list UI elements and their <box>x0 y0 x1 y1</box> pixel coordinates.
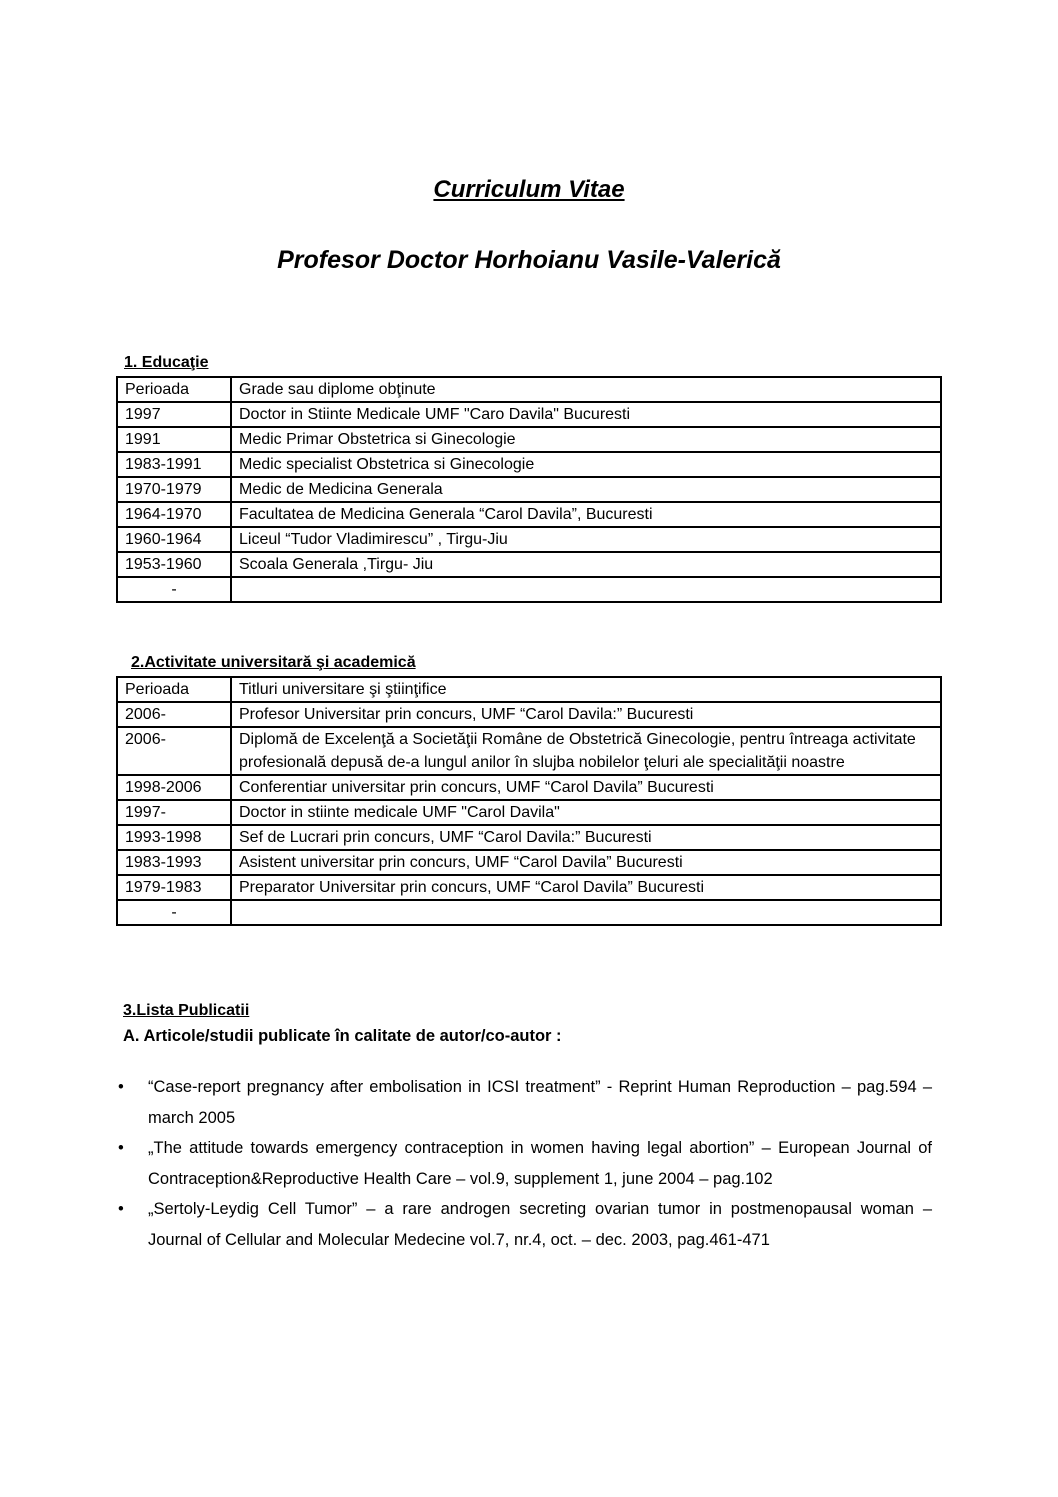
description-cell: Profesor Universitar prin concurs, UMF “Carol Davila:” Bucuresti <box>231 702 941 727</box>
column-header-description: Grade sau diplome obţinute <box>231 377 941 402</box>
table-row <box>117 800 941 825</box>
table-row <box>117 702 941 727</box>
table-row <box>117 775 941 800</box>
description-cell: Sef de Lucrari prin concurs, UMF “Carol Davila:” Bucuresti <box>231 825 941 850</box>
period-cell: 1970-1979 <box>117 477 231 502</box>
table-row <box>117 452 941 477</box>
bullet-icon: • <box>118 1200 124 1218</box>
description-cell: Conferentiar universitar prin concurs, UMF “Carol Davila” Bucuresti <box>231 775 941 800</box>
description-cell: Scoala Generala ,Tirgu- Jiu <box>231 552 941 577</box>
table-row <box>117 825 941 850</box>
academic-heading: 2.Activitate universitară şi academică <box>131 654 416 671</box>
document-title: Curriculum Vitae <box>433 176 625 203</box>
table-row <box>117 900 941 925</box>
table-row <box>117 727 941 775</box>
publication-text: „The attitude towards emergency contraception in women having legal abortion” – European Journal of Contraception&Reproductive Health Care – vol.9, supplement 1, june 2004 – pag.102 <box>148 1139 932 1188</box>
bullet-icon: • <box>118 1078 124 1096</box>
publications-subheading: A. Articole/studii publicate în calitate de autor/co-autor : <box>123 1027 562 1045</box>
academic-table <box>116 676 942 926</box>
description-cell: Asistent universitar prin concurs, UMF “Carol Davila” Bucuresti <box>231 850 941 875</box>
description-cell: Liceul “Tudor Vladimirescu” , Tirgu-Jiu <box>231 527 941 552</box>
list-item <box>112 1133 932 1194</box>
list-item <box>112 1194 932 1255</box>
description-cell <box>231 577 941 602</box>
period-cell: 1953-1960 <box>117 552 231 577</box>
period-cell: 2006- <box>117 702 231 727</box>
table-header-row <box>117 377 941 402</box>
period-cell: 1997- <box>117 800 231 825</box>
period-cell: 1964-1970 <box>117 502 231 527</box>
description-cell: Facultatea de Medicina Generala “Carol Davila”, Bucuresti <box>231 502 941 527</box>
publications-list <box>112 1072 932 1255</box>
publications-heading: 3.Lista Publicatii <box>123 1002 250 1019</box>
period-cell: 1983-1991 <box>117 452 231 477</box>
period-cell: 1991 <box>117 427 231 452</box>
description-cell: Doctor in Stiinte Medicale UMF "Caro Davila" Bucuresti <box>231 402 941 427</box>
description-cell: Preparator Universitar prin concurs, UMF “Carol Davila” Bucuresti <box>231 875 941 900</box>
column-header-description: Titluri universitare şi ştiinţifice <box>231 677 941 702</box>
bullet-icon: • <box>118 1139 124 1157</box>
period-cell: 1979-1983 <box>117 875 231 900</box>
period-cell: 1997 <box>117 402 231 427</box>
table-row <box>117 427 941 452</box>
description-cell: Medic specialist Obstetrica si Ginecologie <box>231 452 941 477</box>
period-cell: - <box>117 577 231 602</box>
period-cell: 1960-1964 <box>117 527 231 552</box>
period-cell: 2006- <box>117 727 231 775</box>
description-cell: Doctor in stiinte medicale UMF "Carol Davila" <box>231 800 941 825</box>
table-row <box>117 875 941 900</box>
column-header-period: Perioada <box>117 677 231 702</box>
table-row <box>117 552 941 577</box>
period-cell: - <box>117 900 231 925</box>
table-header-row <box>117 677 941 702</box>
table-row <box>117 850 941 875</box>
education-table <box>116 376 942 603</box>
description-cell: Medic Primar Obstetrica si Ginecologie <box>231 427 941 452</box>
period-cell: 1983-1993 <box>117 850 231 875</box>
column-header-period: Perioada <box>117 377 231 402</box>
table-row <box>117 402 941 427</box>
period-cell: 1998-2006 <box>117 775 231 800</box>
table-row <box>117 477 941 502</box>
education-heading: 1. Educaţie <box>124 354 209 371</box>
table-row <box>117 502 941 527</box>
description-cell <box>231 900 941 925</box>
table-row <box>117 577 941 602</box>
table-row <box>117 527 941 552</box>
description-cell: Medic de Medicina Generala <box>231 477 941 502</box>
list-item <box>112 1072 932 1133</box>
publication-text: “Case-report pregnancy after embolisation in ICSI treatment” - Reprint Human Reproduction – pag.594 – march 2005 <box>148 1078 932 1127</box>
description-cell: Diplomă de Excelenţă a Societăţii Române de Obstetrică Ginecologie, pentru întreaga activitate profesională depusă de-a lungul anilor în slujba nobilelor ţeluri ale specialităţii noastre <box>231 727 941 775</box>
period-cell: 1993-1998 <box>117 825 231 850</box>
publication-text: „Sertoly-Leydig Cell Tumor” – a rare androgen secreting ovarian tumor in postmenopausal woman – Journal of Cellular and Molecular Medecine vol.7, nr.4, oct. – dec. 2003, pag.461-471 <box>148 1200 932 1249</box>
person-name: Profesor Doctor Horhoianu Vasile-Valerică <box>277 246 781 274</box>
